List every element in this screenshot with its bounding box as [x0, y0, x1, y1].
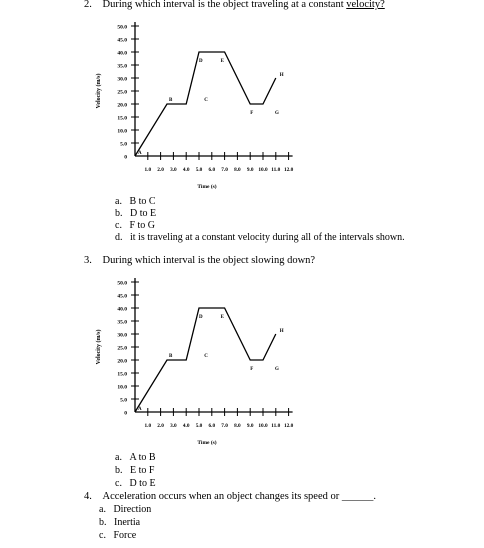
q4-option-b-letter: b. — [99, 517, 107, 528]
velocity-series-line — [135, 308, 276, 412]
q3-option-a-text: A to B — [129, 452, 156, 463]
x-tick-label: 10.0 — [258, 167, 268, 173]
x-tick-label: 1.0 — [144, 423, 152, 429]
q2-underlined-word: velocity? — [346, 0, 385, 10]
q3-text: During which interval is the object slowing down? — [102, 255, 316, 266]
q2-option-d-letter: d. — [115, 232, 123, 243]
q3-option-b-letter: b. — [115, 465, 123, 476]
y-tick-label: 35.0 — [117, 319, 127, 326]
q3-option-c-text: D to E — [129, 478, 156, 489]
x-tick-label: 2.0 — [157, 423, 164, 429]
velocity-time-chart-2 — [0, 272, 484, 452]
y-tick-label: 5.0 — [120, 141, 127, 148]
point-label-a: A — [138, 151, 142, 156]
q2-option-b-letter: b. — [115, 208, 123, 219]
x-tick-label: 7.0 — [221, 167, 228, 173]
point-label-h: H — [279, 73, 284, 78]
y-tick-label: 40.0 — [117, 50, 127, 57]
point-label-b: B — [169, 98, 173, 103]
q4-option-c-text: Force — [113, 530, 137, 541]
q2-option-c-letter: c. — [115, 220, 122, 231]
q4-prompt — [84, 491, 376, 502]
chart-1 — [0, 16, 484, 196]
x-tick-label: 2.0 — [157, 167, 164, 173]
point-label-a: A — [138, 407, 142, 412]
x-tick-label: 9.0 — [246, 423, 254, 429]
y-tick-label: 15.0 — [117, 371, 127, 378]
y-tick-label: 45.0 — [117, 37, 127, 44]
point-label-e: E — [220, 315, 224, 320]
y-tick-label: 35.0 — [117, 63, 127, 70]
q2-number: 2. — [84, 0, 92, 10]
x-tick-label: 11.0 — [271, 167, 281, 173]
x-tick-label: 3.0 — [170, 423, 177, 429]
q2-option-d-text: it is traveling at a constant velocity during all of the intervals shown. — [130, 232, 405, 243]
q2-option-c-text: F to G — [129, 220, 156, 231]
q4-text: Acceleration occurs when an object changes its speed or ______. — [102, 491, 376, 502]
x-tick-label: 4.0 — [182, 167, 190, 173]
q2-option-c[interactable] — [115, 220, 155, 231]
velocity-series-line — [135, 52, 276, 156]
chart-2 — [0, 272, 484, 452]
x-tick-label: 8.0 — [234, 423, 241, 429]
q4-option-c[interactable] — [99, 530, 136, 541]
x-tick-label: 4.0 — [182, 423, 190, 429]
x-tick-label: 3.0 — [170, 167, 177, 173]
point-label-h: H — [279, 329, 284, 334]
y-tick-label: 30.0 — [117, 332, 127, 339]
x-tick-label: 1.0 — [144, 167, 152, 173]
point-label-d: D — [199, 59, 203, 64]
y-tick-label: 25.0 — [117, 89, 127, 96]
q2-text: During which interval is the object traveling at a constant — [102, 0, 344, 10]
point-label-c: C — [204, 98, 208, 103]
y-axis-label: Velocity (m/s) — [96, 73, 102, 109]
q3-option-c[interactable] — [115, 478, 156, 489]
y-axis-label: Velocity (m/s) — [96, 329, 102, 365]
y-tick-label: 10.0 — [117, 384, 127, 391]
q2-option-d[interactable] — [115, 232, 405, 243]
q4-number: 4. — [84, 491, 92, 502]
x-tick-label: 5.0 — [195, 167, 203, 173]
point-label-e: E — [220, 59, 224, 64]
y-tick-label: 15.0 — [117, 115, 127, 122]
point-label-g: G — [275, 111, 279, 116]
point-label-b: B — [169, 354, 173, 359]
y-tick-label: 5.0 — [120, 397, 127, 404]
q3-option-b-text: E to F — [130, 465, 155, 476]
q3-prompt — [84, 255, 315, 266]
y-tick-label: 40.0 — [117, 306, 127, 313]
y-tick-label: 0 — [124, 410, 127, 417]
y-tick-label: 0 — [124, 154, 127, 161]
y-tick-label: 30.0 — [117, 76, 127, 83]
q3-option-a[interactable] — [115, 452, 156, 463]
point-label-f: F — [250, 367, 254, 372]
q4-option-a[interactable] — [99, 504, 151, 515]
y-tick-label: 50.0 — [117, 24, 127, 31]
x-tick-label: 5.0 — [195, 423, 203, 429]
y-tick-label: 50.0 — [117, 280, 127, 287]
q2-option-b[interactable] — [115, 208, 156, 219]
x-tick-label: 6.0 — [208, 423, 216, 429]
x-tick-label: 12.0 — [283, 423, 294, 429]
y-tick-label: 20.0 — [117, 358, 127, 365]
x-tick-label: 10.0 — [258, 423, 268, 429]
q2-option-a[interactable] — [115, 196, 156, 207]
q3-option-c-letter: c. — [115, 478, 122, 489]
velocity-time-chart-1 — [0, 16, 484, 196]
q3-option-b[interactable] — [115, 465, 154, 476]
y-tick-label: 25.0 — [117, 345, 127, 352]
x-axis-label: Time (s) — [197, 184, 217, 190]
point-label-g: G — [275, 367, 279, 372]
x-tick-label: 6.0 — [208, 167, 216, 173]
q2-option-a-letter: a. — [115, 196, 122, 207]
y-tick-label: 45.0 — [117, 293, 127, 300]
q4-option-c-letter: c. — [99, 530, 106, 541]
point-label-d: D — [199, 315, 203, 320]
x-tick-label: 7.0 — [221, 423, 228, 429]
q4-option-a-letter: a. — [99, 504, 106, 515]
y-tick-label: 20.0 — [117, 102, 127, 109]
q2-prompt — [84, 0, 385, 10]
point-label-f: F — [250, 111, 254, 116]
q4-option-b-text: Inertia — [114, 517, 141, 528]
y-tick-label: 10.0 — [117, 128, 127, 135]
q4-option-a-text: Direction — [113, 504, 152, 515]
x-axis-label: Time (s) — [197, 440, 217, 446]
x-tick-label: 11.0 — [271, 423, 281, 429]
x-tick-label: 12.0 — [283, 167, 294, 173]
point-label-c: C — [204, 354, 208, 359]
q2-option-b-text: D to E — [130, 208, 157, 219]
x-tick-label: 8.0 — [234, 167, 241, 173]
q2-option-a-text: B to C — [129, 196, 156, 207]
q3-option-a-letter: a. — [115, 452, 122, 463]
q3-number: 3. — [84, 255, 92, 266]
x-tick-label: 9.0 — [246, 167, 254, 173]
q4-option-b[interactable] — [99, 517, 140, 528]
